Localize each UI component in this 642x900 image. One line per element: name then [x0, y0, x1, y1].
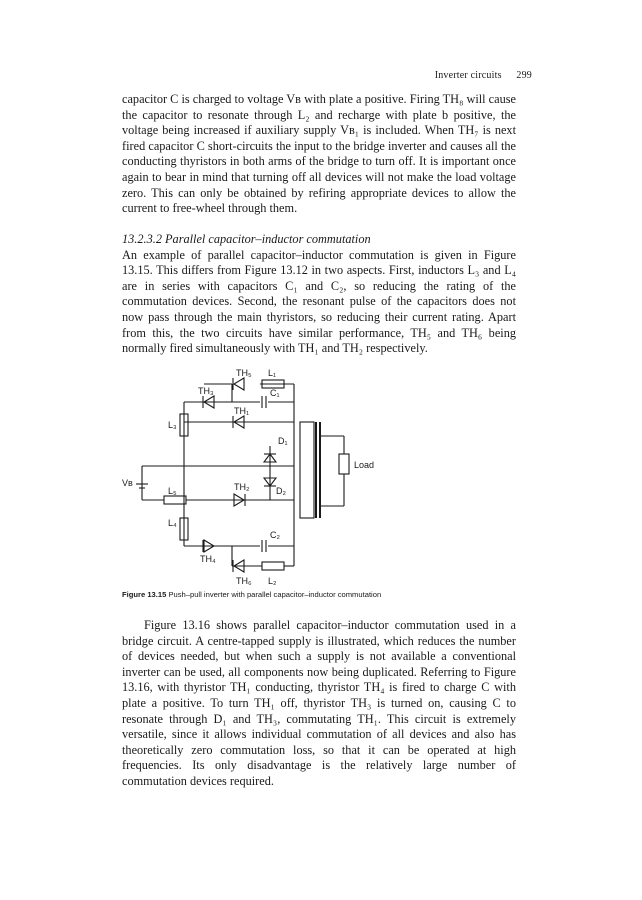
section-title: 13.2.3.2 Parallel capacitor–inductor commutation	[122, 232, 371, 246]
label-load: Load	[354, 460, 375, 470]
label-vb: Vʙ	[122, 478, 133, 488]
label-d2: D₂	[276, 486, 286, 496]
paragraph-2-text: Figure 13.16 shows parallel capacitor–inductor commutation used in a bridge circuit. A centre-tapped supply is illustrated, which reduces the number of devices needed, but when such a supply is not available a conventional inverter can be used, all components now being duplicated. Referring to Figure 13.16, with thyristor TH₁ conducting, thyristor TH₄ is fired to charge C with plate a positive. To turn TH₁ off, thyristor TH₃ is turned on, causing C to resonate through D₁ and TH₃, commutating TH₁. This circuit is extremely versatile, since it allows individual commutation of all devices and also has theoretically zero commutation loss, so that it can be operated at high frequencies. Its only disadvantage is the relatively large number of commutation devices required.	[122, 618, 516, 788]
l5-inductor	[164, 496, 186, 504]
paragraph-1	[122, 92, 516, 217]
label-l3: L₃	[168, 420, 177, 430]
page-number: 299	[516, 70, 532, 81]
caption-text: Push–pull inverter with parallel capacitor–inductor commutation	[168, 590, 382, 599]
running-title: Inverter circuits	[434, 70, 502, 81]
label-d1: D₁	[278, 436, 288, 446]
section-body: An example of parallel capacitor–inductor commutation is given in Figure 13.15. This differs from Figure 13.12 in two aspects. First, inductors L₃ and L₄ are in series with capacitors C₁ and C₂, so reducing the rating of the commutation devices. Second, the resonant pulse of the capacitors does not now pass through the main thyristors, so reducing their current rating. Apart from this, the two circuits have similar performance, TH₅ and TH₆ being normally fired simultaneously with TH₁ and TH₂ respectively.	[122, 247, 516, 356]
label-th2: TH₂	[234, 482, 250, 492]
circuit-diagram	[122, 366, 516, 588]
paragraph-2	[122, 618, 516, 790]
figure-caption	[122, 590, 542, 599]
transformer-primary	[300, 422, 314, 518]
label-th4: TH₄	[200, 554, 216, 564]
label-c1: C₁	[270, 388, 280, 398]
th5-thyristor	[234, 378, 244, 390]
l2-inductor	[262, 562, 284, 570]
load-box	[339, 454, 349, 474]
label-l5: L₅	[168, 486, 177, 496]
caption-label: Figure 13.15	[122, 590, 167, 599]
paragraph-1-text: capacitor C is charged to voltage Vʙ with plate a positive. Firing TH₈ will cause the capacitor to resonate through L₂ and recharge with plate b positive, the voltage being increased if auxiliary supply Vʙ₁ is included. When TH₇ is next fired capacitor C short-circuits the input to the bridge inverter and causes all the conducting thyristors in both arms of the bridge to turn off. It is important once again to bear in mind that turning off all devices will not make the load voltage zero. This can only be obtained by refiring appropriate devices to allow the current to free-wheel through them.	[122, 92, 516, 216]
label-l4: L₄	[168, 518, 177, 528]
label-th1: TH₁	[234, 406, 250, 416]
label-c2: C₂	[270, 530, 280, 540]
label-th6: TH₆	[236, 576, 252, 586]
label-th3: TH₃	[198, 386, 214, 396]
running-head	[435, 70, 532, 81]
section-13-2-3-2	[122, 232, 516, 357]
label-th5: TH₅	[236, 368, 252, 378]
label-l1: L₁	[268, 368, 277, 378]
label-l2: L₂	[268, 576, 277, 586]
figure-13-15	[122, 366, 516, 588]
